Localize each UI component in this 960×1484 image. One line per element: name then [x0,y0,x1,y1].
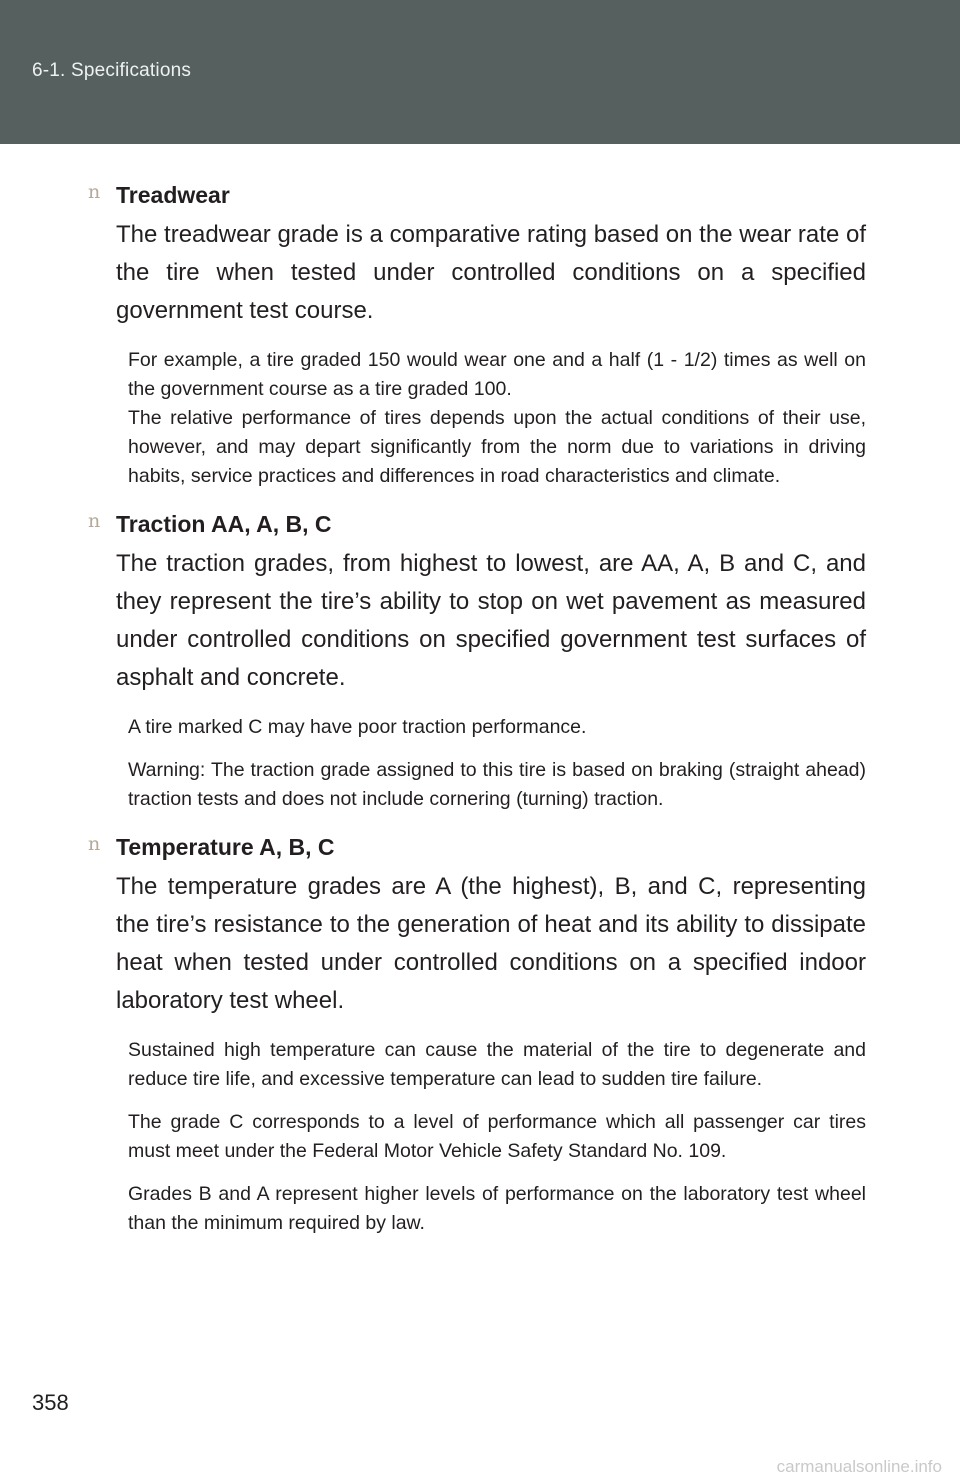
section-treadwear [88,178,866,491]
section-traction [88,507,866,814]
section-title: Traction AA, A, B, C [116,511,332,537]
section-body: The temperature grades are A (the highest), B, and C, representing the tire’s resistance to the generation of heat and its ability to dissipate heat when tested under controlled conditions on a specified indoor laboratory test wheel. [116,873,866,1014]
section-body: The treadwear grade is a comparative rating based on the wear rate of the tire when tested under controlled conditions on a specified government test course. [116,221,866,324]
note-text: Grades B and A represent higher levels of performance on the laboratory test wheel than the minimum required by law. [128,1183,866,1234]
header-bar [0,0,960,144]
page-number: 358 [32,1390,69,1415]
note-text: The relative performance of tires depends upon the actual conditions of their use, however, and may depart significantly from the norm due to variations in driving habits, service practices and differences in road characteristics and climate. [128,407,866,487]
bullet-icon: n [88,833,101,855]
page-content [88,178,866,1238]
section-temperature [88,830,866,1238]
section-heading: 6-1. Specifications [32,60,192,81]
note-text: For example, a tire graded 150 would wear one and a half (1 - 1/2) times as well on the government course as a tire graded 100. [128,349,866,400]
bullet-icon: n [88,181,101,203]
watermark: carmanualsonline.info [776,1457,942,1476]
section-title: Temperature A, B, C [116,834,335,860]
bullet-icon: n [88,510,101,532]
note-text: A tire marked C may have poor traction performance. [128,716,587,738]
note-text: The grade C corresponds to a level of performance which all passenger car tires must meet under the Federal Motor Vehicle Safety Standard No. 109. [128,1111,866,1162]
note-group [128,1036,866,1238]
section-title: Treadwear [116,182,230,208]
note-group [128,713,866,814]
note-text: Sustained high temperature can cause the material of the tire to degenerate and reduce tire life, and excessive temperature can lead to sudden tire failure. [128,1039,866,1090]
note-group [128,346,866,491]
section-body: The traction grades, from highest to lowest, are AA, A, B and C, and they represent the tire’s ability to stop on wet pavement as measured under controlled conditions on specified government test surfaces of asphalt and concrete. [116,550,866,691]
note-text: Warning: The traction grade assigned to this tire is based on braking (straight ahead) traction tests and does not include cornering (turning) traction. [128,759,866,810]
